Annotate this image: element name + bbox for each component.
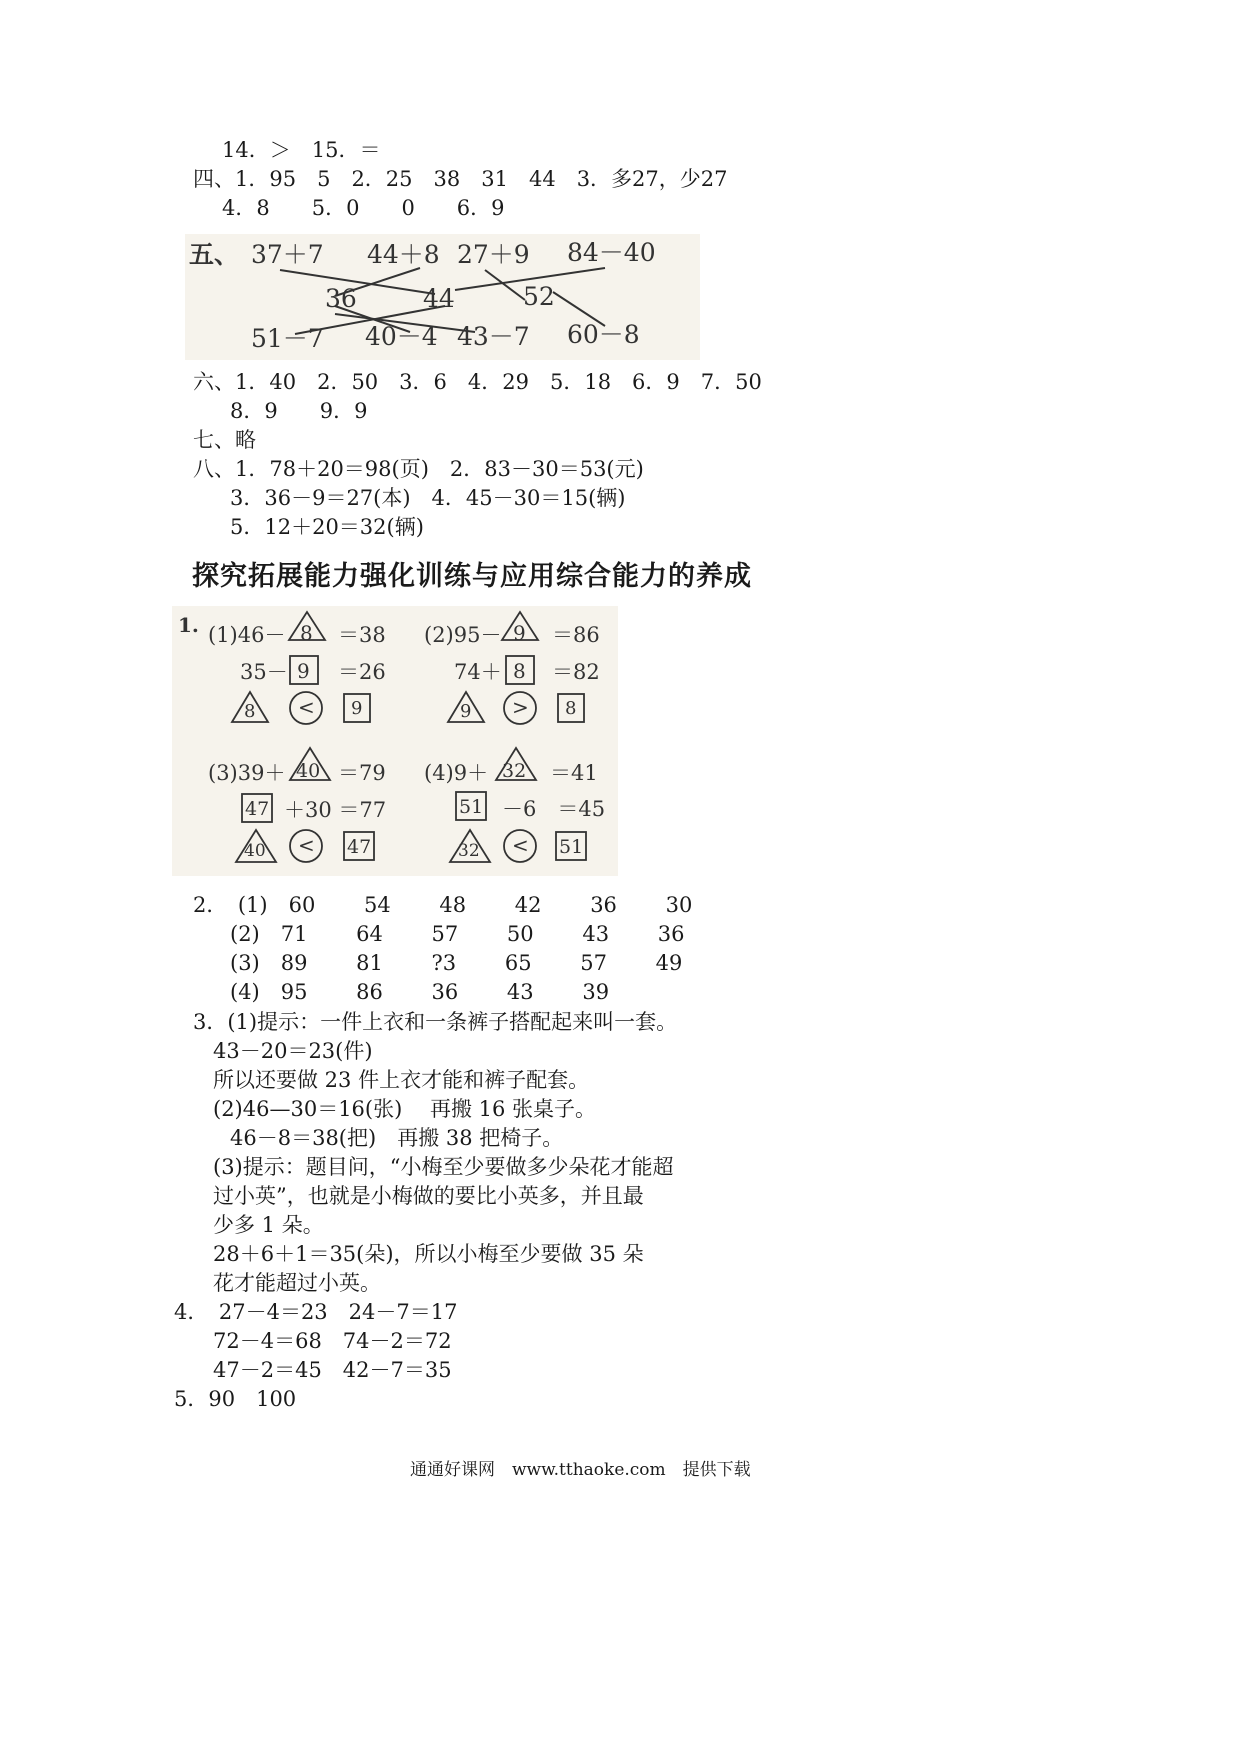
- q3-line-7: 过小英”，也就是小梅做的要比小英多，并且最: [213, 1184, 644, 1208]
- section-8-line-3: 5．12＋20＝32(辆): [230, 515, 424, 539]
- bottom-expr: 40－4: [365, 322, 438, 351]
- q1-p2-l2: 74＋: [454, 660, 502, 684]
- q1-p1-cmp: <: [298, 695, 315, 719]
- bottom-expr: 60－8: [567, 320, 640, 349]
- top-expr: 44＋8: [367, 240, 440, 269]
- footer: 通通好课网 www.tthaoke.com 提供下载: [410, 1460, 751, 1480]
- q1-p3-tri: 40: [296, 760, 321, 782]
- q1-p3-l2: ＋30 ＝77: [284, 798, 387, 822]
- section-6-line-1: 六、1．40 2．50 3．6 4．29 5．18 6．9 7．50: [193, 370, 762, 394]
- q1-p2-label: (2)95－: [424, 623, 502, 647]
- q1-p2-eq2: ＝82: [552, 660, 600, 684]
- q4-line-3: 47－2＝45 42－7＝35: [213, 1358, 452, 1382]
- middle-value: 36: [325, 284, 357, 313]
- q4-line-2: 72－4＝68 74－2＝72: [213, 1329, 452, 1353]
- section-8-line-1: 八、1．78＋20＝98(页) 2．83－30＝53(元): [193, 457, 644, 481]
- q1-p4-tri: 32: [502, 760, 527, 782]
- q1-p4-cmp: <: [512, 833, 529, 857]
- q1-p2-box: 8: [513, 659, 526, 683]
- match-line: [280, 270, 435, 294]
- q1-p3-label: (3)39＋: [208, 761, 286, 785]
- q1-p2-cmp: >: [512, 695, 529, 719]
- middle-value: 52: [523, 282, 555, 311]
- q1-p4-box-copy: 51: [559, 836, 584, 858]
- q2-line-3: (3) 89 81 ?3 65 57 49: [230, 951, 683, 975]
- section-4-line-1: 四、1．95 5 2．25 38 31 44 3．多27，少27: [193, 167, 728, 191]
- q3-line-5: 46－8＝38(把) 再搬 38 把椅子。: [230, 1126, 564, 1150]
- q1-p2-tri-copy: 9: [460, 701, 472, 722]
- answer-14-15: 14．＞ 15．＝: [222, 138, 381, 162]
- q1-p4-label: (4)9＋: [424, 761, 489, 785]
- section-4-line-2: 4．8 5．0 0 6．9: [222, 196, 505, 220]
- top-expr: 27＋9: [457, 240, 530, 269]
- section-8-line-2: 3．36－9＝27(本) 4．45－30＝15(辆): [230, 486, 626, 510]
- q2-line-2: (2) 71 64 57 50 43 36: [230, 922, 685, 946]
- middle-value: 44: [423, 284, 455, 313]
- q1-p3-tri-copy: 40: [244, 841, 266, 861]
- q1-p4-eq: ＝41: [550, 761, 598, 785]
- q3-line-8: 少多 1 朵。: [213, 1213, 324, 1237]
- q1-p3-eq: ＝79: [338, 761, 386, 785]
- q1-p3-box-copy: 47: [347, 836, 372, 858]
- q1-p1-tri-copy: 8: [244, 701, 256, 722]
- top-expr: 84－40: [567, 238, 656, 267]
- q1-p1-box-copy: 9: [351, 698, 363, 719]
- q1-number: 1.: [178, 613, 199, 637]
- section-6-line-2: 8．9 9．9: [230, 399, 368, 423]
- section-title: 探究拓展能力强化训练与应用综合能力的养成: [192, 561, 752, 592]
- q3-line-1: 3．(1)提示：一件上衣和一条裤子搭配起来叫一套。: [193, 1010, 678, 1034]
- q1-p4-l2: －6 ＝45: [502, 797, 606, 821]
- top-expr: 37＋7: [251, 240, 324, 269]
- bottom-expr: 43－7: [457, 322, 530, 351]
- q1-p4-box: 51: [459, 796, 484, 818]
- bottom-expr: 51－7: [251, 324, 324, 353]
- q1-p4-tri-copy: 32: [458, 841, 480, 861]
- q1-p3-box: 47: [245, 798, 270, 820]
- q1-p1-tri: 8: [300, 621, 313, 645]
- q1-p1-eq: ＝38: [338, 623, 386, 647]
- matching-figure: [185, 234, 700, 360]
- q3-line-4: (2)46—30＝16(张) 再搬 16 张桌子。: [213, 1097, 597, 1121]
- q3-line-6: (3)提示：题目问，“小梅至少要做多少朵花才能超: [213, 1155, 674, 1179]
- q3-line-9: 28＋6＋1＝35(朵)，所以小梅至少要做 35 朵: [213, 1242, 644, 1266]
- q1-figure: [172, 606, 618, 876]
- q1-p3-cmp: <: [298, 833, 315, 857]
- q3-line-3: 所以还要做 23 件上衣才能和裤子配套。: [213, 1068, 590, 1092]
- q1-p1-label: (1)46－: [208, 623, 286, 647]
- q3-line-10: 花才能超过小英。: [213, 1271, 381, 1295]
- section-7: 七、略: [193, 428, 256, 452]
- q3-line-2: 43－20＝23(件): [213, 1039, 373, 1063]
- q4-line-1: 4． 27－4＝23 24－7＝17: [174, 1300, 458, 1324]
- q1-p2-tri: 9: [513, 621, 526, 645]
- section-5-label: 五、: [189, 240, 240, 269]
- q1-p2-eq: ＝86: [552, 623, 600, 647]
- q1-p1-box: 9: [297, 659, 310, 683]
- q1-p2-box-copy: 8: [565, 698, 577, 719]
- q5-line-1: 5．90 100: [174, 1387, 297, 1411]
- q1-p1-l2: 35－: [240, 660, 288, 684]
- q1-p1-eq2: ＝26: [338, 660, 386, 684]
- q2-line-4: (4) 95 86 36 43 39: [230, 980, 610, 1004]
- q2-line-1: 2． (1) 60 54 48 42 36 30: [193, 893, 693, 917]
